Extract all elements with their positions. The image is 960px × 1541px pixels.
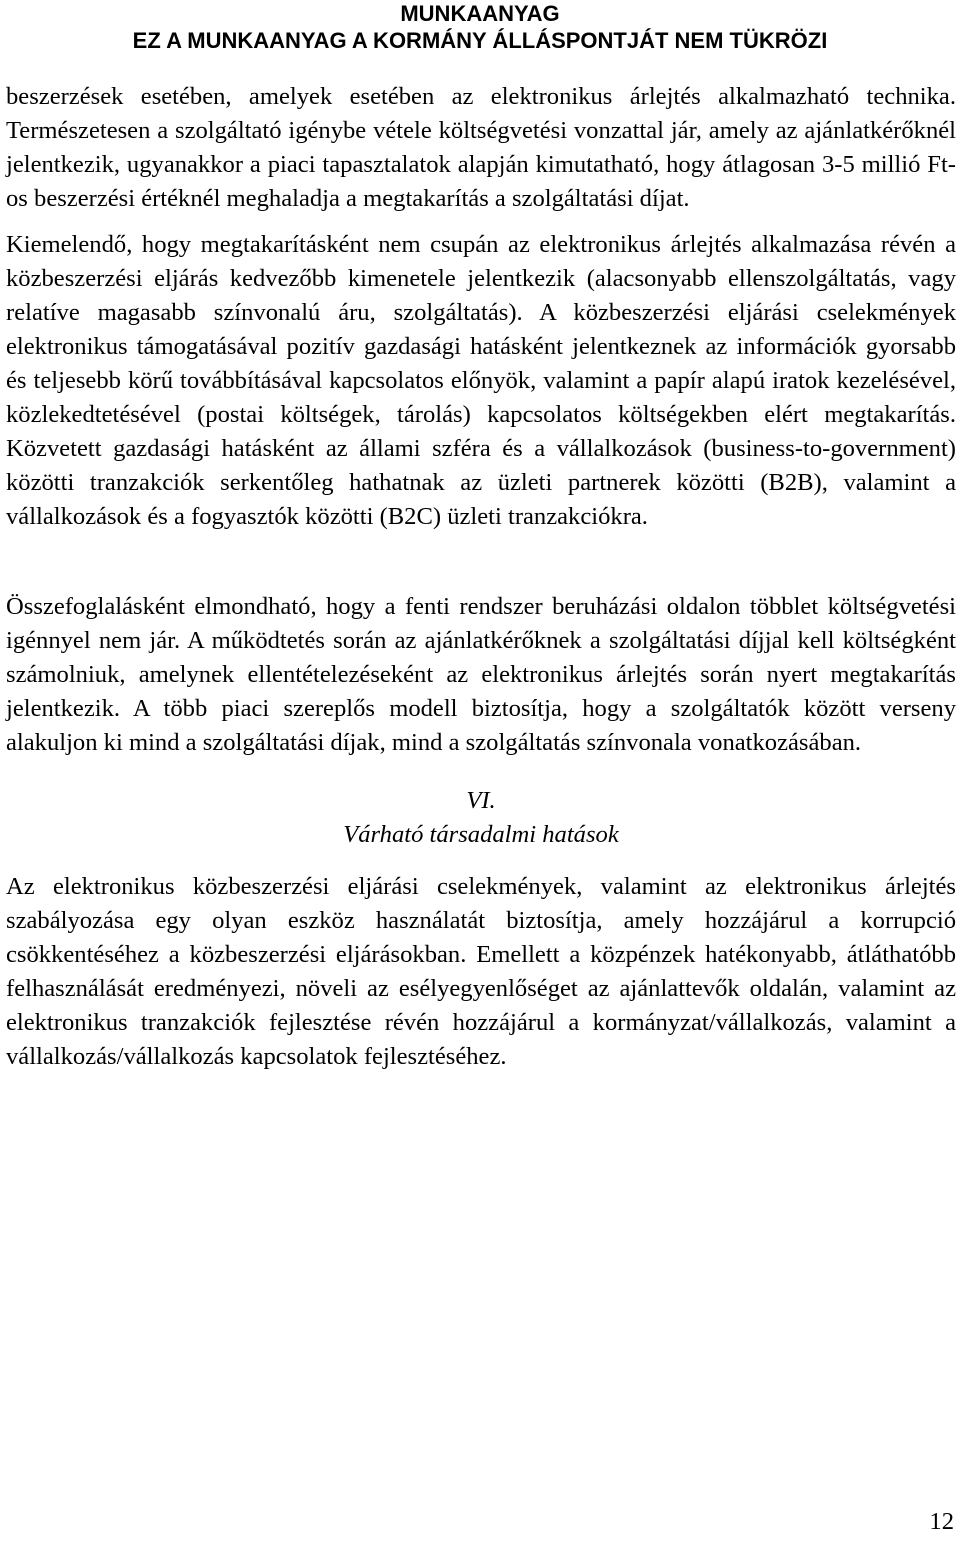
section-number: VI. [466,787,496,814]
paragraph-4: Az elektronikus közbeszerzési eljárási cselekmények, valamint az elektronikus árlejtés szabályozása egy olyan eszköz használatát biztosítja, amely hozzájárul a korrupció csökkentéséhez a közbeszerzési eljárásokban. Emellett a közpénzek hatékonyabb, átláthatóbb felhasználását eredményezi, növeli az esélyegyenlőséget az ajánlattevők oldalán, valamint az elektronikus tranzakciók fejlesztése révén hozzájárul a kormányzat/vállalkozás, valamint a vállalkozás/vállalkozás kapcsolatok fejlesztéséhez. [6,873,956,1070]
paragraph-1: beszerzések esetében, amelyek esetében az elektronikus árlejtés alkalmazható technika. Természetesen a szolgáltató igénybe vétele költségvetési vonzattal jár, amely az ajánlatkérőknél jelentkezik, ugyanakkor a piaci tapasztalatok alapján kimutatható, hogy átlagosan 3-5 millió Ft-os beszerzési értéknél meghaladja a megtakarítás a szolgáltatási díjat. [6,83,956,212]
section-title: Várható társadalmi hatások [343,821,619,848]
page-number: 12 [929,1508,954,1535]
header-disclaimer: EZ A MUNKAANYAG A KORMÁNY ÁLLÁSPONTJÁT NEM TÜKRÖZI [132,28,828,53]
section-heading [6,784,956,852]
document-body [6,80,956,1074]
paragraph-3: Összefoglalásként elmondható, hogy a fenti rendszer beruházási oldalon többlet költségvetési igénnyel nem jár. A működtetés során az ajánlatkérőknek a szolgáltatási díjjal kell költségként számolniuk, amelynek ellentételezéseként az elektronikus árlejtés során nyert megtakarítás jelentkezik. A több piaci szereplős modell biztosítja, hogy a szolgáltatók között verseny alakuljon ki mind a szolgáltatási díjak, mind a szolgáltatás színvonala vonatkozásában. [6,593,956,756]
header-draft-label: MUNKAANYAG [400,1,560,26]
paragraph-2: Kiemelendő, hogy megtakarításként nem csupán az elektronikus árlejtés alkalmazása révén a közbeszerzési eljárás kedvezőbb kimenetele jelentkezik (alacsonyabb ellenszolgáltatás, vagy relatíve magasabb színvonalú áru, szolgáltatás). A közbeszerzési eljárási cselekmények elektronikus támogatásával pozitív gazdasági hatásként jelentkeznek az információk gyorsabb és teljesebb körű továbbításával kapcsolatos előnyök, valamint a papír alapú iratok kezelésével, közlekedtetésével (postai költségek, tárolás) kapcsolatos költségekben elért megtakarítás. Közvetett gazdasági hatásként az állami szféra és a vállalkozások (business-to-government) közötti tranzakciók serkentőleg hathatnak az üzleti partnerek közötti (B2B), valamint a vállalkozások és a fogyasztók közötti (B2C) üzleti tranzakciókra. [6,231,956,530]
document-header [0,0,960,54]
